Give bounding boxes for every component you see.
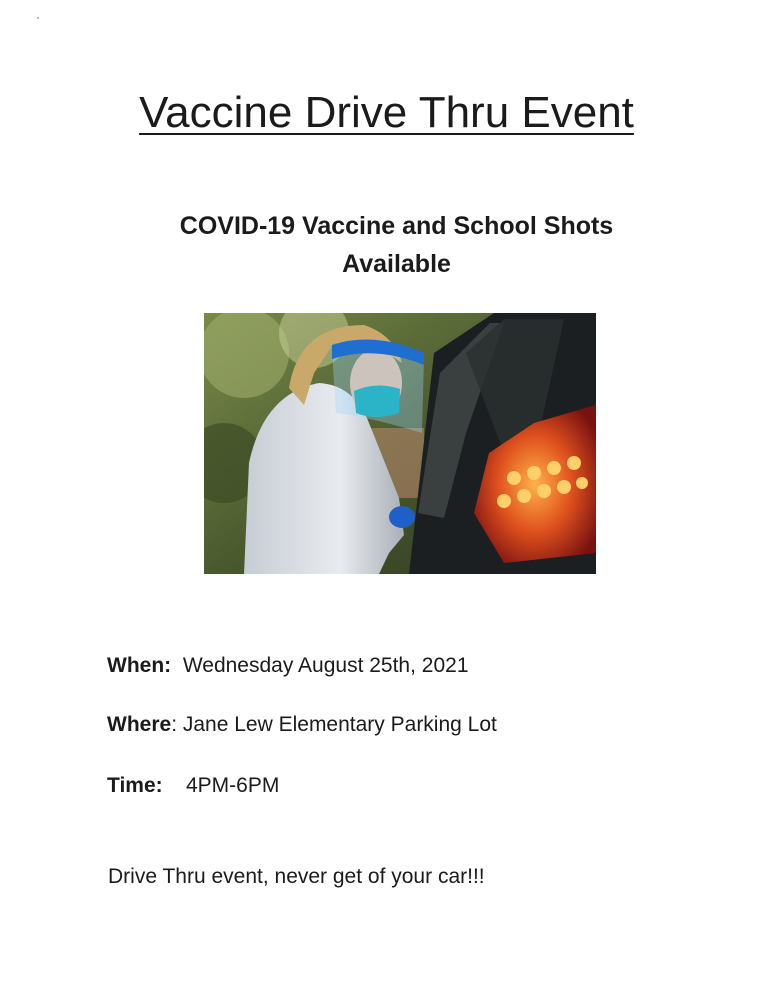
- where-label: Where: [107, 713, 172, 736]
- time-row: [107, 773, 279, 799]
- time-value: 4PM-6PM: [185, 774, 280, 797]
- subtitle-line-2: Available: [342, 250, 451, 278]
- event-title: Vaccine Drive Thru Event: [139, 88, 634, 137]
- subtitle-line-1: COVID-19 Vaccine and School Shots: [179, 212, 614, 240]
- where-row: [107, 712, 497, 738]
- when-row: [107, 653, 469, 679]
- when-value: Wednesday August 25th, 2021: [182, 654, 469, 677]
- when-label: When:: [107, 654, 172, 677]
- scan-speck: [37, 17, 39, 19]
- where-value: : Jane Lew Elementary Parking Lot: [171, 713, 497, 736]
- event-subtitle: [120, 207, 673, 283]
- healthcare-worker-photo: [204, 313, 596, 574]
- drive-thru-note: Drive Thru event, never get of your car!!!: [108, 865, 485, 888]
- time-label: Time:: [107, 774, 163, 797]
